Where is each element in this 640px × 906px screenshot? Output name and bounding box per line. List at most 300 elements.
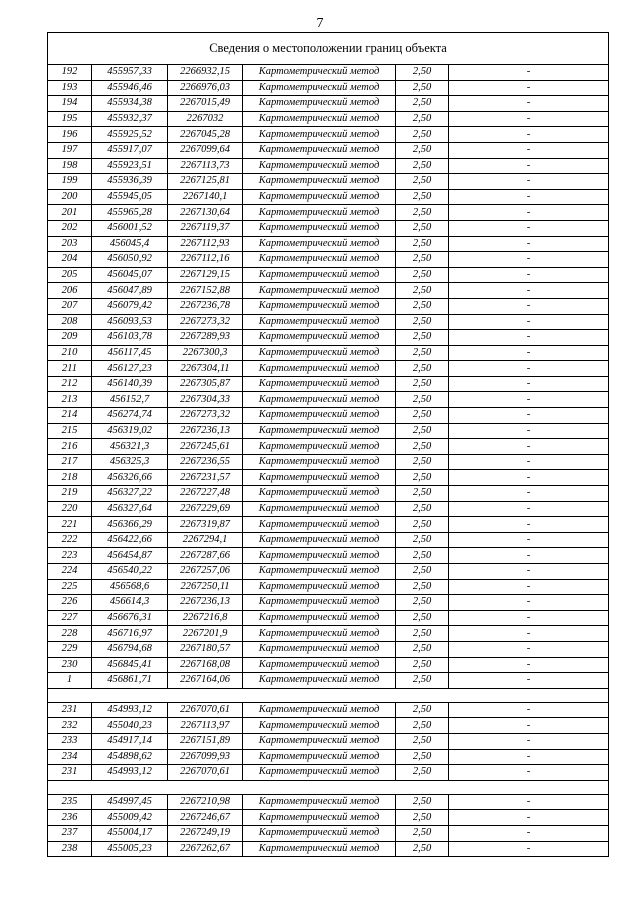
- point-number-cell: 215: [48, 423, 92, 439]
- y-coordinate-cell: 2267236,55: [168, 454, 243, 470]
- description-cell: -: [449, 283, 609, 299]
- point-number-cell: 238: [48, 841, 92, 857]
- point-number-cell: 226: [48, 595, 92, 611]
- y-coordinate-cell: 2267249,19: [168, 825, 243, 841]
- table-row: [48, 205, 609, 221]
- point-number-cell: 214: [48, 408, 92, 424]
- accuracy-cell: 2,50: [396, 174, 449, 190]
- x-coordinate-cell: 456001,52: [92, 220, 168, 236]
- y-coordinate-cell: 2267112,16: [168, 252, 243, 268]
- method-cell: Картометрический метод: [243, 439, 396, 455]
- x-coordinate-cell: 456321,3: [92, 439, 168, 455]
- table-body: [48, 65, 609, 857]
- accuracy-cell: 2,50: [396, 392, 449, 408]
- x-coordinate-cell: 454993,12: [92, 702, 168, 718]
- y-coordinate-cell: 2267129,15: [168, 267, 243, 283]
- table-row: [48, 765, 609, 781]
- x-coordinate-cell: 456319,02: [92, 423, 168, 439]
- y-coordinate-cell: 2267287,66: [168, 548, 243, 564]
- x-coordinate-cell: 454997,45: [92, 794, 168, 810]
- method-cell: Картометрический метод: [243, 641, 396, 657]
- accuracy-cell: 2,50: [396, 252, 449, 268]
- description-cell: -: [449, 673, 609, 689]
- method-cell: Картометрический метод: [243, 825, 396, 841]
- table-title: Сведения о местоположении границ объекта: [48, 33, 609, 65]
- accuracy-cell: 2,50: [396, 657, 449, 673]
- point-number-cell: 223: [48, 548, 92, 564]
- table-row: [48, 825, 609, 841]
- description-cell: -: [449, 252, 609, 268]
- method-cell: Картометрический метод: [243, 733, 396, 749]
- accuracy-cell: 2,50: [396, 733, 449, 749]
- method-cell: Картометрический метод: [243, 486, 396, 502]
- description-cell: -: [449, 423, 609, 439]
- table-row: [48, 718, 609, 734]
- table-row: [48, 579, 609, 595]
- accuracy-cell: 2,50: [396, 142, 449, 158]
- y-coordinate-cell: 2267236,78: [168, 298, 243, 314]
- x-coordinate-cell: 456117,45: [92, 345, 168, 361]
- x-coordinate-cell: 456794,68: [92, 641, 168, 657]
- table-row: [48, 439, 609, 455]
- x-coordinate-cell: 455004,17: [92, 825, 168, 841]
- x-coordinate-cell: 455005,23: [92, 841, 168, 857]
- x-coordinate-cell: 455917,07: [92, 142, 168, 158]
- method-cell: Картометрический метод: [243, 392, 396, 408]
- point-number-cell: 228: [48, 626, 92, 642]
- description-cell: -: [449, 330, 609, 346]
- y-coordinate-cell: 2267262,67: [168, 841, 243, 857]
- method-cell: Картометрический метод: [243, 470, 396, 486]
- point-number-cell: 229: [48, 641, 92, 657]
- accuracy-cell: 2,50: [396, 702, 449, 718]
- table-row: [48, 174, 609, 190]
- y-coordinate-cell: 2267130,64: [168, 205, 243, 221]
- point-number-cell: 204: [48, 252, 92, 268]
- accuracy-cell: 2,50: [396, 111, 449, 127]
- x-coordinate-cell: 456327,22: [92, 486, 168, 502]
- x-coordinate-cell: 456045,07: [92, 267, 168, 283]
- accuracy-cell: 2,50: [396, 841, 449, 857]
- description-cell: -: [449, 486, 609, 502]
- accuracy-cell: 2,50: [396, 454, 449, 470]
- point-number-cell: 205: [48, 267, 92, 283]
- description-cell: -: [449, 548, 609, 564]
- point-number-cell: 218: [48, 470, 92, 486]
- x-coordinate-cell: 456568,6: [92, 579, 168, 595]
- method-cell: Картометрический метод: [243, 236, 396, 252]
- accuracy-cell: 2,50: [396, 765, 449, 781]
- method-cell: Картометрический метод: [243, 810, 396, 826]
- description-cell: -: [449, 65, 609, 81]
- description-cell: -: [449, 702, 609, 718]
- method-cell: Картометрический метод: [243, 267, 396, 283]
- y-coordinate-cell: 2267245,61: [168, 439, 243, 455]
- table-row: [48, 595, 609, 611]
- point-number-cell: 203: [48, 236, 92, 252]
- description-cell: -: [449, 298, 609, 314]
- point-number-cell: 200: [48, 189, 92, 205]
- table-row: [48, 158, 609, 174]
- y-coordinate-cell: 2267289,93: [168, 330, 243, 346]
- x-coordinate-cell: 456676,31: [92, 610, 168, 626]
- point-number-cell: 197: [48, 142, 92, 158]
- accuracy-cell: 2,50: [396, 236, 449, 252]
- table-row: [48, 486, 609, 502]
- description-cell: -: [449, 610, 609, 626]
- table-row: [48, 220, 609, 236]
- method-cell: Картометрический метод: [243, 111, 396, 127]
- x-coordinate-cell: 456326,66: [92, 470, 168, 486]
- x-coordinate-cell: 455936,39: [92, 174, 168, 190]
- x-coordinate-cell: 456047,89: [92, 283, 168, 299]
- y-coordinate-cell: 2266932,15: [168, 65, 243, 81]
- y-coordinate-cell: 2267304,11: [168, 361, 243, 377]
- method-cell: Картометрический метод: [243, 794, 396, 810]
- table-row: [48, 283, 609, 299]
- x-coordinate-cell: 455945,05: [92, 189, 168, 205]
- x-coordinate-cell: 456152,7: [92, 392, 168, 408]
- description-cell: -: [449, 205, 609, 221]
- y-coordinate-cell: 2267305,87: [168, 376, 243, 392]
- method-cell: Картометрический метод: [243, 702, 396, 718]
- description-cell: -: [449, 361, 609, 377]
- point-number-cell: 212: [48, 376, 92, 392]
- method-cell: Картометрический метод: [243, 595, 396, 611]
- table-row: [48, 96, 609, 112]
- y-coordinate-cell: 2267099,64: [168, 142, 243, 158]
- description-cell: -: [449, 501, 609, 517]
- table-row: [48, 111, 609, 127]
- table-row: [48, 236, 609, 252]
- accuracy-cell: 2,50: [396, 626, 449, 642]
- point-number-cell: 192: [48, 65, 92, 81]
- description-cell: -: [449, 733, 609, 749]
- description-cell: -: [449, 408, 609, 424]
- method-cell: Картометрический метод: [243, 96, 396, 112]
- accuracy-cell: 2,50: [396, 408, 449, 424]
- x-coordinate-cell: 456050,92: [92, 252, 168, 268]
- x-coordinate-cell: 456845,41: [92, 657, 168, 673]
- table-row: [48, 548, 609, 564]
- y-coordinate-cell: 2267151,89: [168, 733, 243, 749]
- table-row: [48, 142, 609, 158]
- table-row: [48, 65, 609, 81]
- boundary-coordinates-table: [47, 32, 609, 857]
- accuracy-cell: 2,50: [396, 486, 449, 502]
- point-number-cell: 201: [48, 205, 92, 221]
- method-cell: Картометрический метод: [243, 610, 396, 626]
- x-coordinate-cell: 456327,64: [92, 501, 168, 517]
- description-cell: -: [449, 765, 609, 781]
- accuracy-cell: 2,50: [396, 579, 449, 595]
- y-coordinate-cell: 2267070,61: [168, 702, 243, 718]
- accuracy-cell: 2,50: [396, 810, 449, 826]
- table-row: [48, 626, 609, 642]
- y-coordinate-cell: 2267246,67: [168, 810, 243, 826]
- method-cell: Картометрический метод: [243, 501, 396, 517]
- table-header-row: [48, 33, 609, 65]
- section-separator-row: [48, 780, 609, 794]
- description-cell: -: [449, 626, 609, 642]
- table-row: [48, 610, 609, 626]
- y-coordinate-cell: 2267231,57: [168, 470, 243, 486]
- x-coordinate-cell: 456614,3: [92, 595, 168, 611]
- point-number-cell: 213: [48, 392, 92, 408]
- point-number-cell: 216: [48, 439, 92, 455]
- method-cell: Картометрический метод: [243, 765, 396, 781]
- accuracy-cell: 2,50: [396, 470, 449, 486]
- accuracy-cell: 2,50: [396, 718, 449, 734]
- point-number-cell: 232: [48, 718, 92, 734]
- description-cell: -: [449, 267, 609, 283]
- description-cell: -: [449, 392, 609, 408]
- description-cell: -: [449, 376, 609, 392]
- y-coordinate-cell: 2266976,03: [168, 80, 243, 96]
- table-row: [48, 657, 609, 673]
- x-coordinate-cell: 455965,28: [92, 205, 168, 221]
- y-coordinate-cell: 2267201,9: [168, 626, 243, 642]
- x-coordinate-cell: 455957,33: [92, 65, 168, 81]
- y-coordinate-cell: 2267119,37: [168, 220, 243, 236]
- method-cell: Картометрический метод: [243, 142, 396, 158]
- table-row: [48, 392, 609, 408]
- description-cell: -: [449, 470, 609, 486]
- description-cell: -: [449, 641, 609, 657]
- point-number-cell: 196: [48, 127, 92, 143]
- y-coordinate-cell: 2267319,87: [168, 517, 243, 533]
- accuracy-cell: 2,50: [396, 439, 449, 455]
- y-coordinate-cell: 2267273,32: [168, 314, 243, 330]
- method-cell: Картометрический метод: [243, 220, 396, 236]
- point-number-cell: 236: [48, 810, 92, 826]
- y-coordinate-cell: 2267229,69: [168, 501, 243, 517]
- method-cell: Картометрический метод: [243, 564, 396, 580]
- y-coordinate-cell: 2267125,81: [168, 174, 243, 190]
- table-row: [48, 298, 609, 314]
- accuracy-cell: 2,50: [396, 423, 449, 439]
- description-cell: -: [449, 794, 609, 810]
- x-coordinate-cell: 456127,23: [92, 361, 168, 377]
- accuracy-cell: 2,50: [396, 376, 449, 392]
- method-cell: Картометрический метод: [243, 548, 396, 564]
- method-cell: Картометрический метод: [243, 718, 396, 734]
- table-row: [48, 267, 609, 283]
- table-row: [48, 454, 609, 470]
- method-cell: Картометрический метод: [243, 423, 396, 439]
- x-coordinate-cell: 456540,22: [92, 564, 168, 580]
- y-coordinate-cell: 2267236,13: [168, 423, 243, 439]
- point-number-cell: 237: [48, 825, 92, 841]
- description-cell: -: [449, 96, 609, 112]
- y-coordinate-cell: 2267045,28: [168, 127, 243, 143]
- description-cell: -: [449, 517, 609, 533]
- x-coordinate-cell: 455040,23: [92, 718, 168, 734]
- description-cell: -: [449, 657, 609, 673]
- method-cell: Картометрический метод: [243, 454, 396, 470]
- point-number-cell: 227: [48, 610, 92, 626]
- accuracy-cell: 2,50: [396, 794, 449, 810]
- y-coordinate-cell: 2267168,08: [168, 657, 243, 673]
- point-number-cell: 217: [48, 454, 92, 470]
- table-row: [48, 749, 609, 765]
- separator-cell: [48, 780, 609, 794]
- point-number-cell: 225: [48, 579, 92, 595]
- description-cell: -: [449, 841, 609, 857]
- point-number-cell: 221: [48, 517, 92, 533]
- description-cell: -: [449, 236, 609, 252]
- description-cell: -: [449, 810, 609, 826]
- accuracy-cell: 2,50: [396, 189, 449, 205]
- point-number-cell: 195: [48, 111, 92, 127]
- y-coordinate-cell: 2267099,93: [168, 749, 243, 765]
- point-number-cell: 199: [48, 174, 92, 190]
- description-cell: -: [449, 579, 609, 595]
- table-row: [48, 314, 609, 330]
- description-cell: -: [449, 564, 609, 580]
- point-number-cell: 1: [48, 673, 92, 689]
- description-cell: -: [449, 439, 609, 455]
- x-coordinate-cell: 456103,78: [92, 330, 168, 346]
- accuracy-cell: 2,50: [396, 314, 449, 330]
- accuracy-cell: 2,50: [396, 158, 449, 174]
- accuracy-cell: 2,50: [396, 330, 449, 346]
- table-row: [48, 189, 609, 205]
- method-cell: Картометрический метод: [243, 517, 396, 533]
- table-row: [48, 361, 609, 377]
- y-coordinate-cell: 2267112,93: [168, 236, 243, 252]
- y-coordinate-cell: 2267015,49: [168, 96, 243, 112]
- method-cell: Картометрический метод: [243, 330, 396, 346]
- description-cell: -: [449, 718, 609, 734]
- accuracy-cell: 2,50: [396, 205, 449, 221]
- point-number-cell: 234: [48, 749, 92, 765]
- y-coordinate-cell: 2267210,98: [168, 794, 243, 810]
- table-row: [48, 733, 609, 749]
- method-cell: Картометрический метод: [243, 80, 396, 96]
- table-row: [48, 127, 609, 143]
- x-coordinate-cell: 455925,52: [92, 127, 168, 143]
- method-cell: Картометрический метод: [243, 252, 396, 268]
- y-coordinate-cell: 2267180,57: [168, 641, 243, 657]
- method-cell: Картометрический метод: [243, 189, 396, 205]
- point-number-cell: 202: [48, 220, 92, 236]
- x-coordinate-cell: 455009,42: [92, 810, 168, 826]
- y-coordinate-cell: 2267164,06: [168, 673, 243, 689]
- description-cell: -: [449, 158, 609, 174]
- method-cell: Картометрический метод: [243, 174, 396, 190]
- method-cell: Картометрический метод: [243, 749, 396, 765]
- accuracy-cell: 2,50: [396, 220, 449, 236]
- accuracy-cell: 2,50: [396, 548, 449, 564]
- point-number-cell: 230: [48, 657, 92, 673]
- table-row: [48, 702, 609, 718]
- method-cell: Картометрический метод: [243, 657, 396, 673]
- point-number-cell: 209: [48, 330, 92, 346]
- x-coordinate-cell: 456325,3: [92, 454, 168, 470]
- y-coordinate-cell: 2267032: [168, 111, 243, 127]
- x-coordinate-cell: 454993,12: [92, 765, 168, 781]
- accuracy-cell: 2,50: [396, 564, 449, 580]
- accuracy-cell: 2,50: [396, 96, 449, 112]
- x-coordinate-cell: 454898,62: [92, 749, 168, 765]
- accuracy-cell: 2,50: [396, 825, 449, 841]
- page-number: 7: [316, 16, 324, 31]
- accuracy-cell: 2,50: [396, 361, 449, 377]
- method-cell: Картометрический метод: [243, 841, 396, 857]
- point-number-cell: 194: [48, 96, 92, 112]
- table-row: [48, 532, 609, 548]
- accuracy-cell: 2,50: [396, 610, 449, 626]
- accuracy-cell: 2,50: [396, 501, 449, 517]
- x-coordinate-cell: 456045,4: [92, 236, 168, 252]
- accuracy-cell: 2,50: [396, 267, 449, 283]
- x-coordinate-cell: 456861,71: [92, 673, 168, 689]
- x-coordinate-cell: 454917,14: [92, 733, 168, 749]
- description-cell: -: [449, 111, 609, 127]
- table-row: [48, 408, 609, 424]
- x-coordinate-cell: 456366,29: [92, 517, 168, 533]
- method-cell: Картометрический метод: [243, 361, 396, 377]
- table-row: [48, 330, 609, 346]
- table-row: [48, 423, 609, 439]
- x-coordinate-cell: 455923,51: [92, 158, 168, 174]
- method-cell: Картометрический метод: [243, 158, 396, 174]
- y-coordinate-cell: 2267227,48: [168, 486, 243, 502]
- y-coordinate-cell: 2267152,88: [168, 283, 243, 299]
- table-row: [48, 376, 609, 392]
- y-coordinate-cell: 2267236,13: [168, 595, 243, 611]
- accuracy-cell: 2,50: [396, 127, 449, 143]
- description-cell: -: [449, 189, 609, 205]
- x-coordinate-cell: 456274,74: [92, 408, 168, 424]
- method-cell: Картометрический метод: [243, 345, 396, 361]
- y-coordinate-cell: 2267294,1: [168, 532, 243, 548]
- point-number-cell: 235: [48, 794, 92, 810]
- method-cell: Картометрический метод: [243, 673, 396, 689]
- x-coordinate-cell: 455946,46: [92, 80, 168, 96]
- x-coordinate-cell: 456079,42: [92, 298, 168, 314]
- x-coordinate-cell: 456093,53: [92, 314, 168, 330]
- y-coordinate-cell: 2267257,06: [168, 564, 243, 580]
- table-row: [48, 564, 609, 580]
- table-row: [48, 470, 609, 486]
- section-separator-row: [48, 688, 609, 702]
- point-number-cell: 220: [48, 501, 92, 517]
- table-row: [48, 641, 609, 657]
- y-coordinate-cell: 2267113,73: [168, 158, 243, 174]
- accuracy-cell: 2,50: [396, 641, 449, 657]
- description-cell: -: [449, 174, 609, 190]
- accuracy-cell: 2,50: [396, 517, 449, 533]
- method-cell: Картометрический метод: [243, 283, 396, 299]
- separator-cell: [48, 688, 609, 702]
- point-number-cell: 231: [48, 702, 92, 718]
- table-row: [48, 517, 609, 533]
- method-cell: Картометрический метод: [243, 626, 396, 642]
- method-cell: Картометрический метод: [243, 376, 396, 392]
- y-coordinate-cell: 2267250,11: [168, 579, 243, 595]
- accuracy-cell: 2,50: [396, 595, 449, 611]
- method-cell: Картометрический метод: [243, 532, 396, 548]
- point-number-cell: 206: [48, 283, 92, 299]
- point-number-cell: 231: [48, 765, 92, 781]
- description-cell: -: [449, 825, 609, 841]
- table-row: [48, 252, 609, 268]
- description-cell: -: [449, 345, 609, 361]
- description-cell: -: [449, 595, 609, 611]
- y-coordinate-cell: 2267216,8: [168, 610, 243, 626]
